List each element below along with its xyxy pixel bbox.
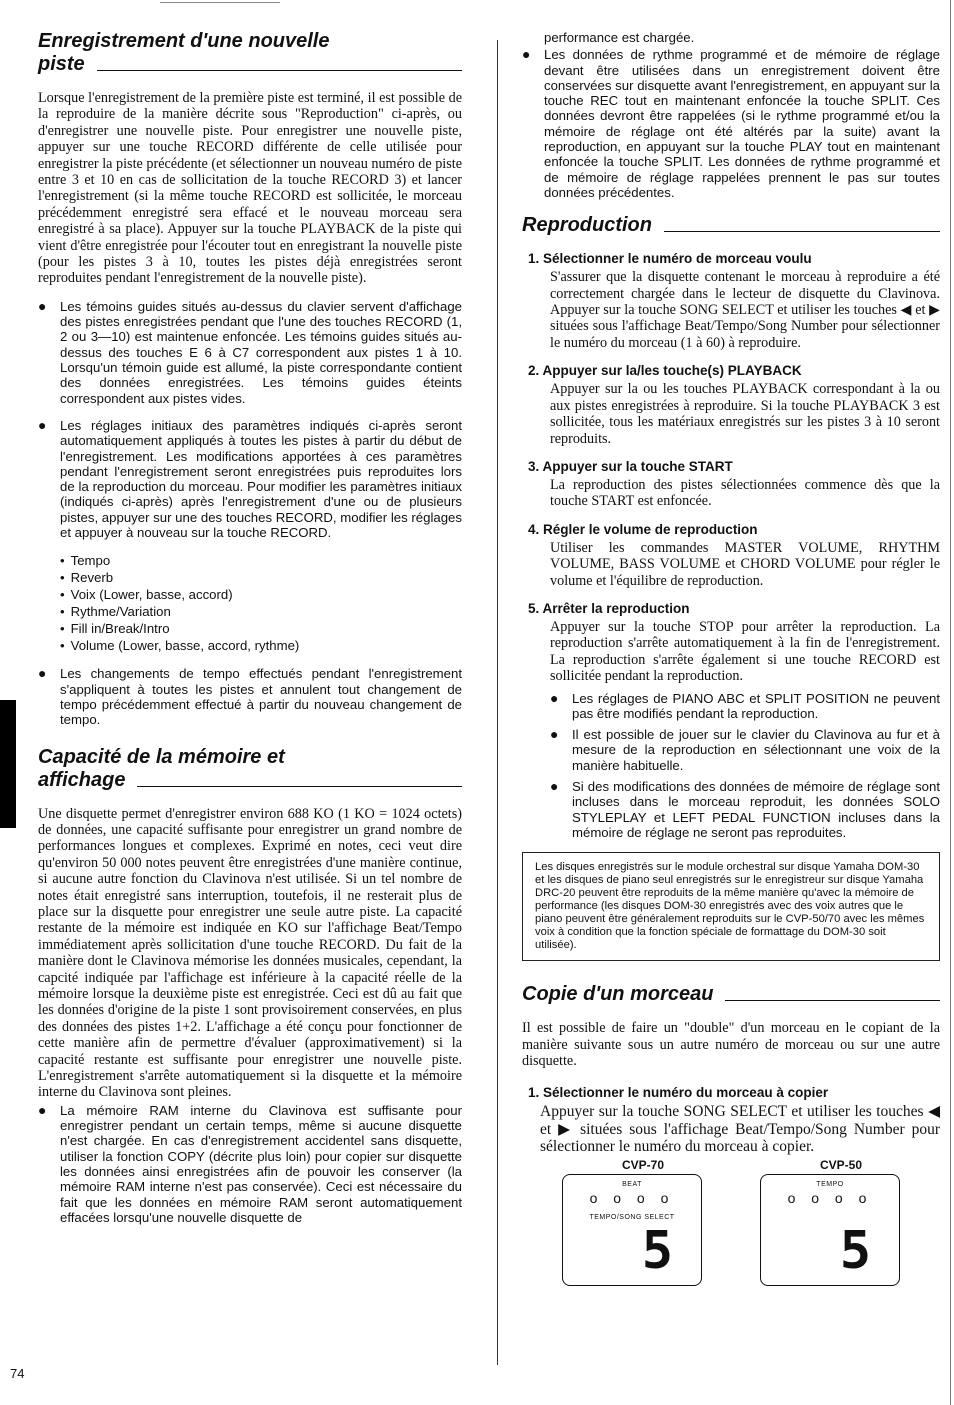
page-edge xyxy=(950,0,951,1405)
bullet-ram: ● La mémoire RAM interne du Clavinova est suffisante pour enregistrer pendant un certain temps, même si aucune disquette n'est chargée. En cas d'enregistrement accidentel sans disquette, utiliser la fonction COPY (décrite plus loin) pour copier sur disquette les données ainsi enregistrées afin de pouvoir les conserver (la mémoire RAM interne n'est pas conservée). Ceci est nécessaire du fait que les données en mémoire RAM seront automatiquement effacées lorsqu'une nouvelle disquette de xyxy=(38,1101,462,1225)
chapter-tab-marker xyxy=(0,700,16,828)
list-item: ● Il est possible de jouer sur le clavier du Clavinova au fur et à mesure de la reproduction en sélectionnant une voix de la manière habituelle. xyxy=(550,726,940,773)
copy-intro: Il est possible de faire un "double" d'un morceau en le copiant de la manière suivante sous un autre numéro de morceau ou sur une autre disquette. xyxy=(522,1020,940,1070)
section-heading-memory xyxy=(38,746,462,792)
step-2: 2. Appuyer sur la/les touche(s) PLAYBACK Appuyer sur la ou les touches PLAYBACK correspondant à la ou aux pistes enregistrées à reproduire. Si la touche PLAYBACK 3 est sollicitée, tous les matériaux enregistrés sur les pistes 3 à 10 seront reproduits. xyxy=(528,363,940,447)
scan-artifact-line xyxy=(160,2,280,3)
copy-step-1: 1. Sélectionner le numéro du morceau à copier Appuyer sur la touche SONG SELECT et utiliser les touches ◀ et ▶ situées sous l'affichage Beat/Tempo/Song Number pour sélectionner le numéro du morceau à copier. xyxy=(528,1085,940,1156)
lcd-caption-top: TEMPO xyxy=(816,1180,844,1188)
display-cvp70 xyxy=(562,1158,702,1286)
bullet-icon: ● xyxy=(38,416,47,433)
list-item: • Volume (Lower, basse, accord, rythme) xyxy=(60,637,462,654)
list-item: • Reverb xyxy=(60,569,462,586)
heading: Reproduction xyxy=(522,214,940,237)
step-5: 5. Arrêter la reproduction Appuyer sur la touche STOP pour arrêter la reproduction. La reproduction s'arrête automatiquement à la fin de l'enregistrement. La reproduction s'arrête également si une touche RECORD est sollicitée pendant la reproduction. ● Les réglages de PIANO ABC et SPLIT POSITION ne peuvent pas être modifiés pendant la reproduction. ● Il est possible de jouer sur le clavier du Clavinova au fur et à mesure de la reproduction en sélectionnant une voix de la manière habituelle. ● Si des modifications des données de mémoire de réglage sont incluses dans le morceau reproduit, les données SOLO STYLEPLAY et LEFT PEDAL FUNCTION incluses dans la mémoire de réglage ne seront pas reproduites. xyxy=(528,600,940,840)
list-item: • Fill in/Break/Intro xyxy=(60,620,462,637)
bullet-initial-settings: ● Les réglages initiaux des paramètres indiqués ci-après seront automatiquement appliqués à toutes les pistes à partir du début de l'enregistrement. Les modifications apportées à ces paramètres pendant l'enregistrement seront enregistrées puis reproduites lors de la reproduction du morceau. Pour modifier les paramètres initiaux (indiqués ci-après) après l'enregistrement d'une ou de plusieurs pistes, appuyer sur une des touches RECORD, modifier les réglages et appuyer à nouveau sur la touche RECORD. xyxy=(38,416,462,541)
parameter-list xyxy=(60,552,462,654)
bullet-icon: ● xyxy=(38,297,47,314)
list-item: • Rythme/Variation xyxy=(60,603,462,620)
continued-text: performance est chargée. xyxy=(544,30,695,45)
bullet-rhythm-memory: ● Les données de rythme programmé et de mémoire de réglage devant être utilisées dans un enregistrement doivent être conservées sur disquette avant l'enregistrement, en appuyant sur la touche REC tout en maintenant enfoncée la touche SPLIT. Ces données devront être rappelées (si le rythme programmé et/ou la mémoire de réglage ont été altérés par la suite) avant la reproduction, en appuyant sur la touche PLAY tout en maintenant enfoncée la touche SPLIT. Les données de rythme programmé et de mémoire de réglage rappelées prennent le pas sur toutes données précédentes. xyxy=(522,46,940,200)
bullet-icon: ● xyxy=(38,1101,47,1118)
heading-line-2: piste xyxy=(38,53,462,76)
heading-line-1: Enregistrement d'une nouvelle xyxy=(38,30,330,52)
left-column xyxy=(38,30,462,1225)
bullet-tempo-changes: ● Les changements de tempo effectués pendant l'enregistrement s'appliquent à toutes les pistes et annulent tout changement de tempo précédemment effectué à partir du nouveau changement de tempo. xyxy=(38,665,462,728)
note-box: Les disques enregistrés sur le module orchestral sur disque Yamaha DOM-30 et les disques de piano seul enregistrés sur le enregistreur sur disque Yamaha DRC-20 peuvent être reproduits de la même manière qu'avec la mémoire de performance (les disques DOM-30 enregistrés avec des voix autres que le piano peuvent être généralement reproduits sur le CVP-50/70 avec les mêmes voix à condition que la fonction spéciale de formattage du DOM-30 soit utilisée). xyxy=(522,852,940,961)
lcd-caption-top: BEAT xyxy=(622,1180,642,1188)
bullet-icon: ● xyxy=(550,726,559,743)
section-heading-copy xyxy=(522,983,940,1006)
heading-line-2: affichage xyxy=(38,769,462,792)
display-label: CVP-50 xyxy=(820,1157,863,1172)
lcd-caption-bottom: TEMPO/SONG SELECT xyxy=(589,1213,675,1221)
heading-line-1: Capacité de la mémoire et xyxy=(38,745,285,768)
list-item: • Tempo xyxy=(60,552,462,569)
beat-indicator-dots: o o o o xyxy=(589,1189,675,1206)
display-label: CVP-70 xyxy=(622,1157,665,1172)
beat-indicator-dots: o o o o xyxy=(787,1189,873,1206)
memory-body: Une disquette permet d'enregistrer environ 688 KO (1 KO = 1024 octets) de données, une capacité suffisante pour enregistrer un grand nombre de performances longues et complexes. Exprimé en notes, ceci veut dire qu'environ 50 000 notes peuvent être enregistrées d'une manière continue, si aucune autre fonction du Clavinova n'est utilisée. Si un tel nombre de notes était enregistré sans interruption, toutefois, il ne resterait plus de place sur la disquette pour enregistrer une seule autre piste. La capacité restante de la mémoire est indiquée en KO sur l'affichage Beat/Tempo immédiatement après sollicitation d'une touche RECORD. Du fait de la manière dont le Clavinova mémorise les données musicales, cependant, la capcité indiquée par l'affichage est inférieure à la capacité réelle de la mémoire lorsque la deuxième piste est enregistrée. Ceci est dû au fait que les données d'origine de la piste 1 sont provisoirement conservées, en plus des données des pistes 1+2. L'affichage a été conçu pour fonctionner de cette manière afin de permettre d'évaluer (approximativement) si la capacité restante est suffisante pour enregistrer une nouvelle piste. L'enregistrement s'arrête automatiquement si la disquette et la mémoire interne du Clavinova sont pleines. xyxy=(38,805,462,1101)
step-1: 1. Sélectionner le numéro de morceau voulu S'assurer que la disquette contenant le morceau à reproduire a été correctement chargée dans le lecteur de disquette du Clavinova. Appuyer sur la touche SONG SELECT et utiliser les touches ◀ et ▶ situées sous l'affichage Beat/Tempo/Song Number pour sélectionner le numéro du morceau (1 à 60) à reproduire. xyxy=(528,251,940,351)
section-heading-reproduction xyxy=(522,214,940,237)
column-divider xyxy=(497,40,498,1365)
page-number: 74 xyxy=(10,1366,25,1381)
step-5-bullets xyxy=(550,691,940,841)
list-item: ● Si des modifications des données de mémoire de réglage sont incluses dans le morceau reproduit, les données SOLO STYLEPLAY et LEFT PEDAL FUNCTION incluses dans la mémoire de réglage ne seront pas reproduites. xyxy=(550,778,940,840)
lcd-digit: 5 xyxy=(641,1220,673,1281)
bullet-icon: ● xyxy=(550,778,559,795)
step-4: 4. Régler le volume de reproduction Utiliser les commandes MASTER VOLUME, RHYTHM VOLUME, BASS VOLUME et CHORD VOLUME pour régler le volume et l'équilibre de reproduction. xyxy=(528,521,940,589)
section-heading-new-track xyxy=(38,30,462,76)
right-column xyxy=(522,30,940,1286)
display-cvp50 xyxy=(760,1158,900,1286)
bullet-guide-lamps: ● Les témoins guides situés au-dessus du clavier servent d'affichage des pistes enregistrées pendant que l'une des touches RECORD (1, 2 ou 3—10) est maintenue enfoncée. Les témoins guides situés au-dessus des touches E 6 à C7 correspondent aux pistes 1 à 10. Lorsqu'un témoin guide est allumé, la piste correspondante contient des données enregistrées. Les témoins guides éteints correspondent aux pistes vides. xyxy=(38,297,462,406)
lcd-screen xyxy=(760,1174,900,1286)
heading: Copie d'un morceau xyxy=(522,983,940,1006)
bullet-icon: ● xyxy=(522,46,531,63)
list-item: • Voix (Lower, basse, accord) xyxy=(60,586,462,603)
display-illustrations xyxy=(522,1158,940,1286)
bullet-icon: ● xyxy=(38,665,47,682)
new-track-intro: Lorsque l'enregistrement de la première piste est terminé, il est possible de la reproduire de la manière décrite sous "Reproduction" ci-après, ou d'enregistrer une nouvelle piste. Pour enregistrer une nouvelle piste, appuyer sur une touche RECORD différente de celle utilisée pour enregistrer la piste précédente (et sélectionner un nouveau numéro de piste entre 3 et 10 en cas de sollicitation de la touche RECORD 3) et lancer l'enregistrement (si la même touche RECORD est sollicitée, le morceau précédemment enregistré sera effacé et le nouveau morceau sera enregistré à sa place). Appuyer sur la touche PLAYBACK de la piste qui vient d'être enregistrée pour l'écouter tout en enregistrant la nouvelle piste (pour les pistes 3 à 10, toutes les pistes déjà enregistrées seront reproduites pendant l'enregistrement de la nouvelle piste). xyxy=(38,90,462,287)
bullet-icon: ● xyxy=(550,689,559,706)
step-3: 3. Appuyer sur la touche START La reproduction des pistes sélectionnées commence dès que la touche START est enfoncée. xyxy=(528,458,940,510)
lcd-digit: 5 xyxy=(839,1220,871,1281)
list-item: ● Les réglages de PIANO ABC et SPLIT POSITION ne peuvent pas être modifiés pendant la reproduction. xyxy=(550,689,940,721)
lcd-screen xyxy=(562,1174,702,1286)
